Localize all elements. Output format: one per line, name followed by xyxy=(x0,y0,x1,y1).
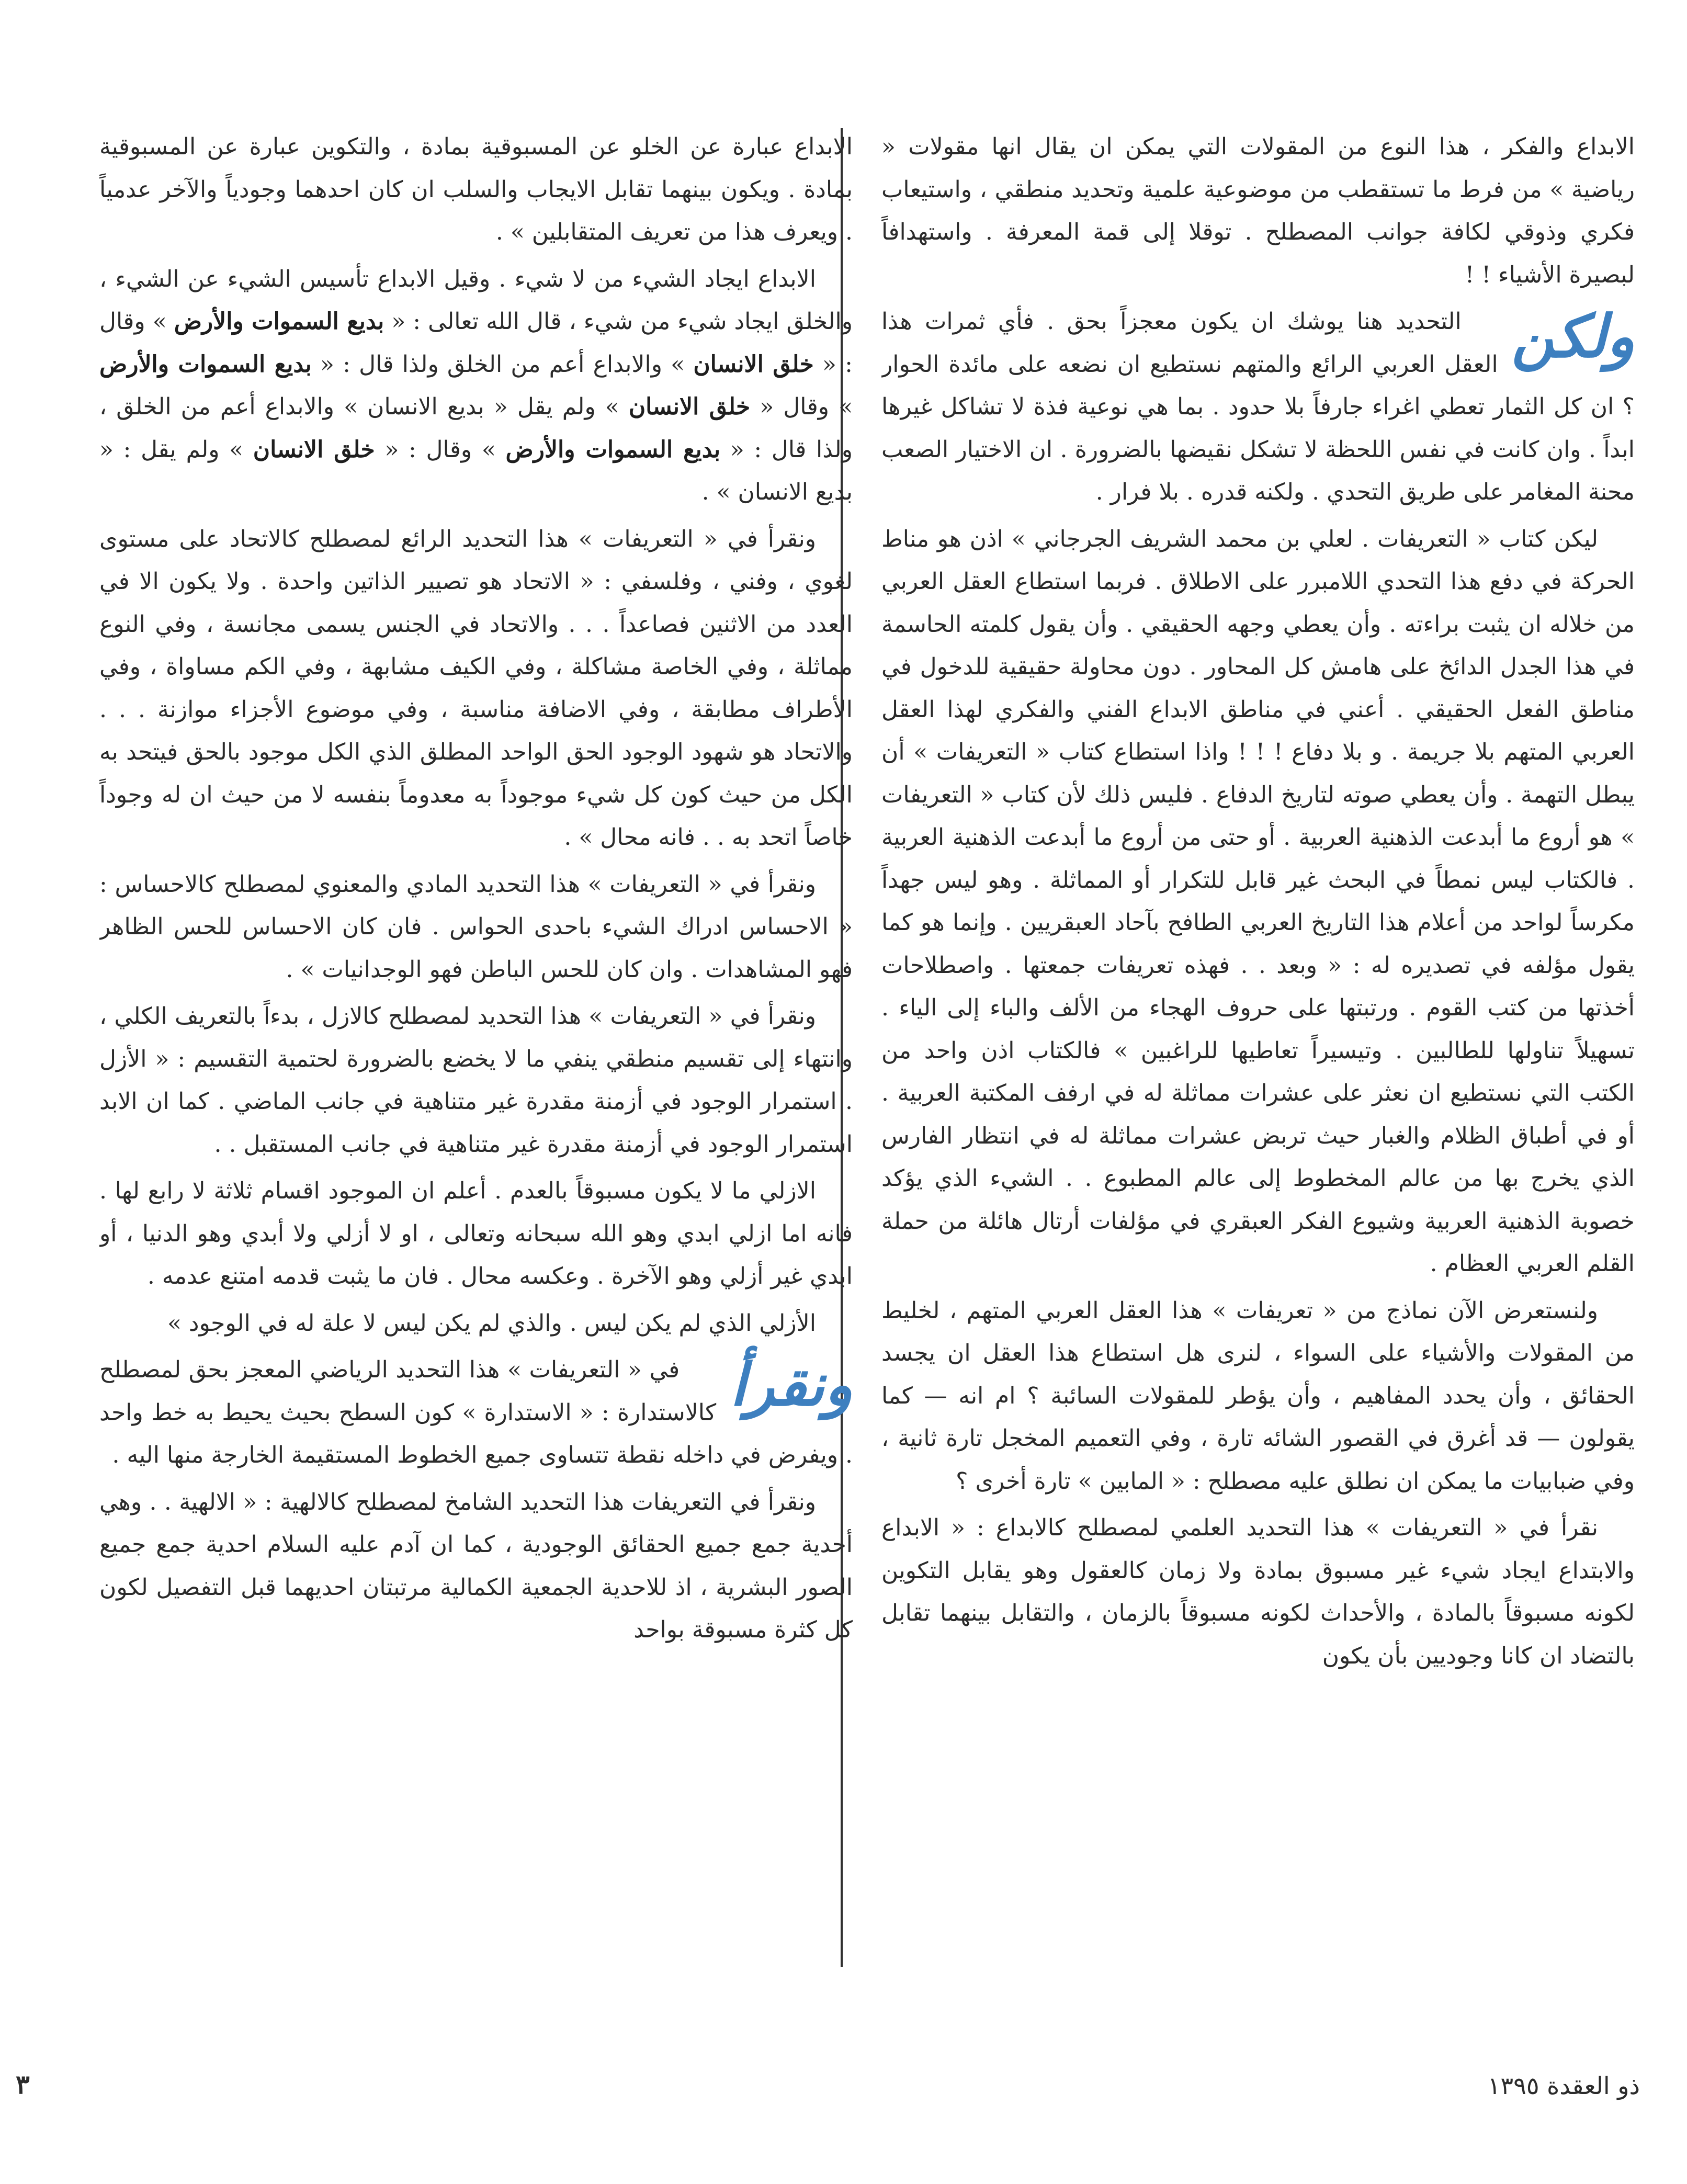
paragraph-text: التحديد هنا يوشك ان يكون معجزاً بحق . فأي ثمرات هذا العقل العربي الرائع والمتهم نستطيع ان نضعه على مائدة الحوار ؟ ان كل الثمار تعطي اغراء جارفاً بلا حدود . بما هي نوعية فذة لا تشاكل غيرها ابداً . وان كانت في نفس اللحظة لا تشكل نقيضها بالضرورة . ان الاختيار الصعب محنة المغامر على طريق التحدي . ولكنه قدره . بلا فرار . xyxy=(881,308,1635,505)
paragraph: نقرأ في « التعريفات » هذا التحديد العلمي لمصطلح كالابداع : « الابداع والابتداع ايجاد شيء غير مسبوق بمادة ولا زمان كالعقول وهو يقابل التكوين لكونه مسبوقاً بالمادة ، والأحداث لكونه مسبوقاً بالزمان ، والتقابل بينهما تقابل بالتضاد ان كانا وجوديين بأن يكون xyxy=(881,1514,1635,1669)
text-run: » والابداع أعم من الخلق ولذا قال : « xyxy=(320,350,685,378)
quran-quote: خلق الانسان xyxy=(253,436,375,463)
paragraph xyxy=(99,1349,853,1477)
page-number: ٣ xyxy=(16,2069,30,2100)
paragraph: ولنستعرض الآن نماذج من « تعريفات » هذا العقل العربي المتهم ، لخليط من المقولات والأشياء على السواء ، لنرى هل استطاع هذا العقل ان يجسد الحقائق ، وأن يحدد المفاهيم ، وأن يؤطر للمقولات السائبة ؟ ام انه — كما يقولون — قد أغرق في القصور الشائه تارة ، وفي التعميم المخجل تارة ثانية ، وفي ضبابيات ما يمكن ان نطلق عليه مصطلح : « المابين » تارة أخرى ؟ xyxy=(881,1297,1635,1495)
paragraph: الازلي ما لا يكون مسبوقاً بالعدم . أعلم ان الموجود اقسام ثلاثة لا رابع لها . فانه اما ازلي ابدي وهو الله سبحانه وتعالى ، او لا أزلي ولا أبدي وهو الدنيا ، أو ابدي غير أزلي وهو الآخرة . وعكسه محال . فان ما يثبت قدمه امتنع عدمه . xyxy=(99,1178,853,1289)
decorative-dropcap-word: ولكن xyxy=(1511,302,1635,371)
paragraph: ونقرأ في « التعريفات » هذا التحديد الرائع لمصطلح كالاتحاد على مستوى لغوي ، وفني ، وفلسفي : « الاتحاد هو تصيير الذاتين واحدة . ولا يكون الا في العدد من الاثنين فصاعداً . . . والاتحاد في الجنس يسمى مجانسة ، وفي النوع مماثلة ، وفي الخاصة مشاكلة ، وفي الكيف مشابهة ، وفي الكم مساواة ، وفي الأطراف مطابقة ، وفي الاضافة مناسبة ، وفي موضوع الأجزاء موازنة . . . والاتحاد هو شهود الوجود الحق الواحد المطلق الذي الكل موجود بالحق فيتحد به الكل من حيث كون كل شيء موجوداً به معدوماً بنفسه لا من حيث ان له وجوداً خاصاً اتحد به . . فانه محال » . xyxy=(99,525,853,851)
text-run: » ولم يقل : « بديع الانسان » . xyxy=(99,436,853,505)
quran-quote: خلق الانسان xyxy=(628,393,751,420)
paragraph-text: في « التعريفات » هذا التحديد الرياضي المعجز بحق لمصطلح كالاستدارة : « الاستدارة » كون السطح بحيث يحيط به خط واحد . ويفرض في داخله نقطة تتساوى جميع الخطوط المستقيمة الخارجة منها اليه . xyxy=(99,1356,853,1468)
text-run: » وقال : « xyxy=(99,308,853,378)
paragraph xyxy=(881,300,1635,514)
quran-quote: بديع السموات والأرض xyxy=(505,436,721,463)
right-column xyxy=(881,126,1635,1967)
text-run: » وقال : « xyxy=(384,436,496,463)
decorative-dropcap-word: ونقرأ xyxy=(730,1351,853,1419)
text-run: » ولم يقل « بديع الانسان » والابداع أعم من الخلق ، ولذا قال : « xyxy=(99,393,853,463)
issue-date: ذو العقدة ١٣٩٥ xyxy=(1487,2072,1640,2100)
paragraph: الابداع عبارة عن الخلو عن المسبوقية بمادة ، والتكوين عبارة عن المسبوقية بمادة . ويكون بينهما تقابل الايجاب والسلب ان كان احدهما وجودياً والآخر عدمياً . ويعرف هذا من تعريف المتقابلين » . xyxy=(99,133,853,245)
text-run: » وقال « xyxy=(760,393,853,420)
paragraph: ونقرأ في « التعريفات » هذا التحديد المادي والمعنوي لمصطلح كالاحساس : « الاحساس ادراك الشيء باحدى الحواس . فان كان الاحساس للحس الظاهر فهو المشاهدات . وان كان للحس الباطن فهو الوجدانيات » . xyxy=(99,870,853,983)
paragraph: الأزلي الذي لم يكن ليس . والذي لم يكن ليس لا علة له في الوجود » xyxy=(167,1309,816,1337)
quran-quote: خلق الانسان xyxy=(693,350,814,378)
paragraph: ونقرأ في « التعريفات » هذا التحديد لمصطلح كالازل ، بدءاً بالتعريف الكلي ، وانتهاء إلى تقسيم منطقي ينفي ما لا يخضع بالضرورة لحتمية التقسيم : « الأزل . استمرار الوجود في أزمنة مقدرة غير متناهية في جانب الماضي . كما ان الابد استمرار الوجود في أزمنة مقدرة غير متناهية في جانب المستقبل . . xyxy=(99,1003,853,1158)
paragraph xyxy=(99,258,853,514)
paragraph: الابداع والفكر ، هذا النوع من المقولات التي يمكن ان يقال انها مقولات « رياضية » من فرط ما تستقطب من موضوعية علمية وتحديد منطقي ، واستيعاب فكري وذوقي لكافة جوانب المصطلح . توقلا إلى قمة المعرفة . واستهدافاً لبصيرة الأشياء ! ! xyxy=(881,133,1635,288)
quran-quote: بديع السموات والأرض xyxy=(174,308,384,335)
text-run: الابداع ايجاد الشيء من لا شيء . وقيل الابداع تأسيس الشيء عن الشيء ، والخلق ايجاد شيء من شيء ، قال الله تعالى : « xyxy=(99,265,853,335)
paragraph: ليكن كتاب « التعريفات . لعلي بن محمد الشريف الجرجاني » اذن هو مناط الحركة في دفع هذا التحدي اللامبرر على الاطلاق . فربما استطاع العقل العربي من خلاله ان يثبت براءته . وأن يعطي وجهه الحقيقي . وأن يقول كلمته الحاسمة في هذا الجدل الدائخ على هامش كل المحاور . دون محاولة حقيقية للدخول في مناطق الفعل الحقيقي . أعني في مناطق الابداع الفني والفكري لهذا العقل العربي المتهم بلا جريمة . و بلا دفاع ! ! ! واذا استطاع كتاب « التعريفات » أن يبطل التهمة . وأن يعطي صوته لتاريخ الدفاع . فليس ذلك لأن كتاب « التعريفات » هو أروع ما أبدعت الذهنية العربية . أو حتى من أروع ما أبدعت الذهنية العربية . فالكتاب ليس نمطاً في البحث غير قابل للتكرار أو المماثلة . وهو ليس جهداً مكرساً لواحد من أعلام هذا التاريخ العربي الطافح بآحاد العبقريين . وإنما هو كما يقول مؤلفه في تصديره له : « وبعد . . فهذه تعريفات جمعتها . واصطلاحات أخذتها من كتب القوم . ورتبتها على حروف الهجاء من الألف والباء إلى الياء . تسهيلاً تناولها للطالبين . وتيسيراً تعاطيها للراغبين » فالكتاب اذن واحد من الكتب التي نستطيع ان نعثر على عشرات مماثلة له في ارفف المكتبة العربية . أو في أطباق الظلام والغبار حيث تربض عشرات مماثلة له في انتظار الفارس الذي يخرج بها من عالم المخطوط إلى عالم المطبوع . . الشيء الذي يؤكد خصوبة الذهنية العربية وشيوع الفكر العبقري في مؤلفات أرتال هائلة من حملة القلم العربي العظام . xyxy=(881,525,1635,1277)
quran-quote: بديع السموات والأرض xyxy=(99,350,312,378)
left-column xyxy=(99,126,853,1967)
paragraph: ونقرأ في التعريفات هذا التحديد الشامخ لمصطلح كالالهية : « الالهية . . وهي أحدية جمع جميع الحقائق الوجودية ، كما ان آدم عليه السلام احدية جمع جميع الصور البشرية ، اذ للاحدية الجمعية الكمالية مرتبتان احديهما قبل التفصيل لكون كل كثرة مسبوقة بواحد xyxy=(99,1488,853,1643)
